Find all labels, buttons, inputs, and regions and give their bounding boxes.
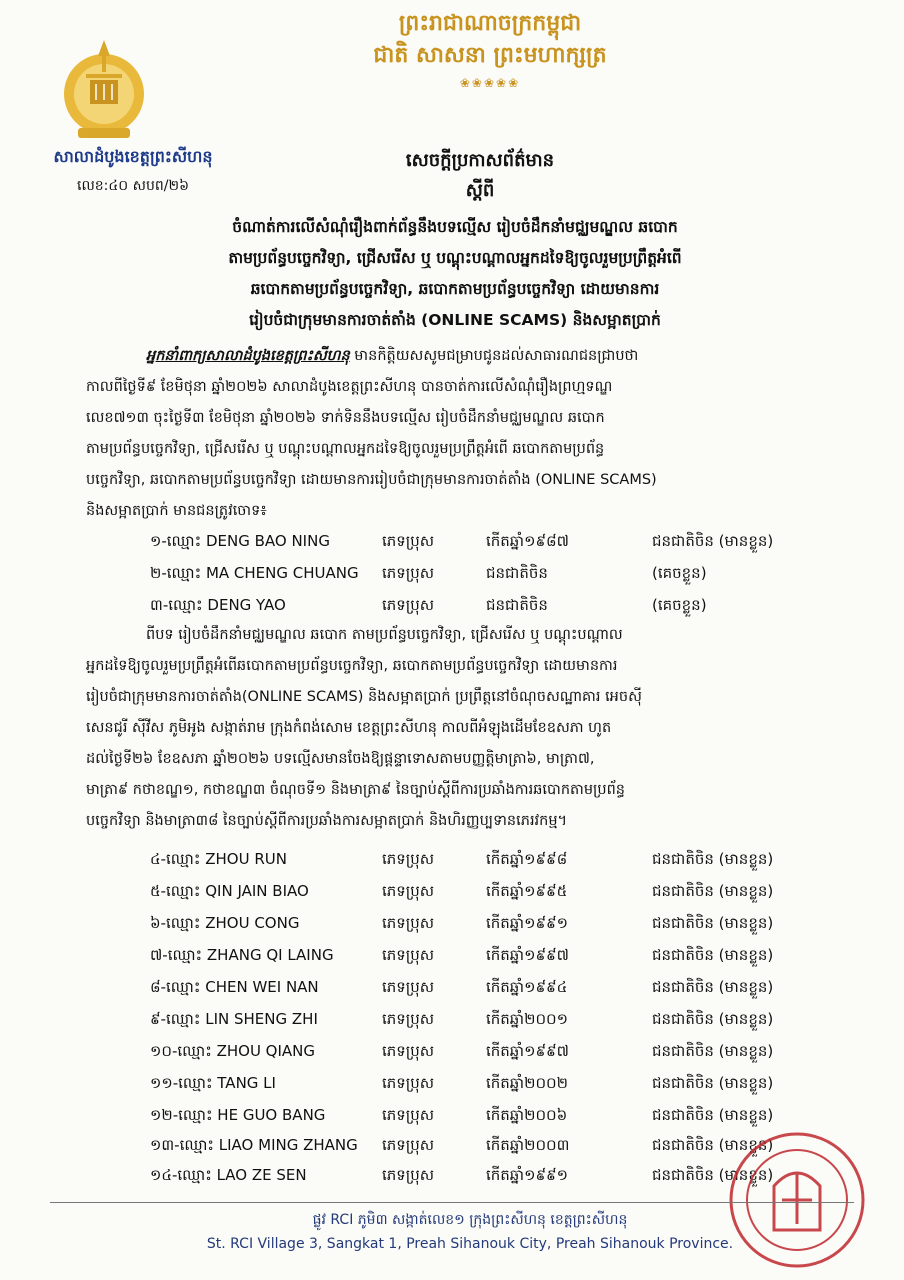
announcement-paragraph-1 xyxy=(86,341,826,527)
accused-name: ២-ឈ្មោះ MA CHENG CHUANG xyxy=(150,564,359,582)
accused-status: (គេចខ្លួន) xyxy=(652,564,707,582)
accused-status: ជនជាតិចិន (មានខ្លួន) xyxy=(652,946,774,964)
subject-heading xyxy=(40,212,870,336)
accused-sex: ភេទប្រុស xyxy=(382,914,435,932)
accused-status: ជនជាតិចិន (មានខ្លួន) xyxy=(652,1074,774,1092)
accused-row xyxy=(150,876,830,908)
accused-sex: ភេទប្រុស xyxy=(382,1166,435,1184)
subject-line: ឆបោកតាមប្រព័ន្ធបច្ចេកវិទ្យា, ឆបោកតាមប្រព័ន្ធបច្ចេកវិទ្យា ដោយមានការ xyxy=(250,280,660,298)
title-line-2: ស្ដីពី xyxy=(465,180,495,201)
accused-row xyxy=(150,1004,830,1036)
accused-sex: ភេទប្រុស xyxy=(382,532,435,550)
kingdom-header xyxy=(250,8,730,94)
accused-born: កើតឆ្នាំ១៩៩៧ xyxy=(486,946,569,964)
accused-born: កើតឆ្នាំ២០០២ xyxy=(486,1074,569,1092)
paragraph-line xyxy=(86,341,826,372)
accused-born: កើតឆ្នាំ១៩៨៧ xyxy=(486,532,569,550)
header-ornament: ❀❀❀❀❀ xyxy=(459,76,521,90)
accused-nationality: ជនជាតិចិន xyxy=(486,596,548,614)
accused-born: កើតឆ្នាំ២០០៣ xyxy=(486,1136,570,1154)
accused-sex: ភេទប្រុស xyxy=(382,978,435,996)
accused-sex: ភេទប្រុស xyxy=(382,946,435,964)
accused-name: ១២-ឈ្មោះ HE GUO BANG xyxy=(150,1106,326,1124)
accused-name: ១៤-ឈ្មោះ LAO ZE SEN xyxy=(150,1166,307,1184)
accused-row xyxy=(150,1068,830,1100)
reference-number: លេខ:៤០ សបព/២៦ xyxy=(77,178,189,194)
accused-sex: ភេទប្រុស xyxy=(382,1106,435,1124)
accused-status: ជនជាតិចិន (មានខ្លួន) xyxy=(652,1010,774,1028)
paragraph-line: បច្ចេកវិទ្យា, ឆបោកតាមប្រព័ន្ធបច្ចេកវិទ្យា ដោយមានការរៀបចំជាក្រុមមានការចាត់តាំង (ONLINE SCAMS) xyxy=(86,472,657,488)
accused-born: កើតឆ្នាំ២០០៦ xyxy=(486,1106,568,1124)
accused-row xyxy=(150,1036,830,1068)
title-line-1: សេចក្ដីប្រកាសព័ត៌មាន xyxy=(405,150,555,171)
accused-row xyxy=(150,844,830,876)
court-name: សាលាដំបូងខេត្តព្រះសីហនុ xyxy=(53,147,213,166)
national-motto: ជាតិ សាសនា ព្រះមហាក្សត្រ xyxy=(373,43,607,68)
accused-born: កើតឆ្នាំ១៩៩៨ xyxy=(486,850,568,868)
accused-name: ១-ឈ្មោះ DENG BAO NING xyxy=(150,532,330,550)
paragraph-line: លេខ៧១៣ ចុះថ្ងៃទី៣ ខែមិថុនា ឆ្នាំ២០២៦ ទាក់ទិននឹងបទល្មើស រៀបចំដឹកនាំមជ្ឈមណ្ឌល ឆបោក xyxy=(86,410,605,426)
subject-line: តាមប្រព័ន្ធបច្ចេកវិទ្យា, ជ្រើសរើស ឬ បណ្ដុះបណ្ដាលអ្នកដទៃឱ្យចូលរួមប្រព្រឹត្តអំពើ xyxy=(228,249,682,267)
accused-status: ជនជាតិចិន (មានខ្លួន) xyxy=(652,1106,774,1124)
accused-status: ជនជាតិចិន (មានខ្លួន) xyxy=(652,1136,774,1154)
paragraph-line: បច្ចេកវិទ្យា និងមាត្រា៣៨ នៃច្បាប់ស្តីពីការប្រឆាំងការសម្អាតប្រាក់ និងហិរញ្ញប្បទានភេរវកម្ម។ xyxy=(86,813,568,829)
accused-name: ៦-ឈ្មោះ ZHOU CONG xyxy=(150,914,300,932)
document-title xyxy=(300,146,660,206)
accused-name: ៩-ឈ្មោះ LIN SHENG ZHI xyxy=(150,1010,318,1028)
accused-born: កើតឆ្នាំ២០០១ xyxy=(486,1010,569,1028)
paragraph-line: ដល់ថ្ងៃទី២៦ ខែឧសភា ឆ្នាំ២០២៦ បទល្មើសមានចែងឱ្យផ្តន្ទាទោសតាមបញ្ញត្តិមាត្រា៦, មាត្រា៧, xyxy=(86,751,595,767)
accused-status: ជនជាតិចិន (មានខ្លួន) xyxy=(652,882,774,900)
paragraph-line: អ្នកដទៃឱ្យចូលរួមប្រព្រឹត្តអំពើឆបោកតាមប្រព័ន្ធបច្ចេកវិទ្យា, ឆបោកតាមប្រព័ន្ធបច្ចេកវិទ្យា ដោយមានការ xyxy=(86,658,618,674)
accused-status: ជនជាតិចិន (មានខ្លួន) xyxy=(652,532,774,550)
footer-divider xyxy=(50,1202,854,1203)
accused-name: ៥-ឈ្មោះ QIN JAIN BIAO xyxy=(150,882,309,900)
accused-row xyxy=(150,972,830,1004)
accused-sex: ភេទប្រុស xyxy=(382,1136,435,1154)
accused-name: ៨-ឈ្មោះ CHEN WEI NAN xyxy=(150,978,319,996)
accused-row xyxy=(150,908,830,940)
spokesperson-label: អ្នកនាំពាក្យសាលាដំបូងខេត្តព្រះសីហនុ xyxy=(146,348,350,364)
accused-sex: ភេទប្រុស xyxy=(382,850,435,868)
kingdom-name: ព្រះរាជាណាចក្រកម្ពុជា xyxy=(398,11,582,36)
accused-sex: ភេទប្រុស xyxy=(382,1010,435,1028)
accused-name: ៧-ឈ្មោះ ZHANG QI LAING xyxy=(150,946,334,964)
paragraph-line: និងសម្អាតប្រាក់ មានជនត្រូវចោទ៖ xyxy=(86,503,267,519)
paragraph-line: មាត្រា៩ កថាខណ្ឌ១, កថាខណ្ឌ៣ ចំណុចទី១ និងមាត្រា៩ នៃច្បាប់ស្តីពីការប្រឆាំងការឆបោកតាមប្រព័ន្ធ xyxy=(86,782,625,798)
subject-line: ចំណាត់ការលើសំណុំរឿងពាក់ព័ន្ធនឹងបទល្មើស រៀបចំដឹកនាំមជ្ឈមណ្ឌល ឆបោក xyxy=(232,218,678,236)
accused-sex: ភេទប្រុស xyxy=(382,1074,435,1092)
accused-name: ៤-ឈ្មោះ ZHOU RUN xyxy=(150,850,287,868)
paragraph-line: ពីបទ រៀបចំដឹកនាំមជ្ឈមណ្ឌល ឆបោក តាមប្រព័ន្ធបច្ចេកវិទ្យា, ជ្រើសរើស ឬ បណ្ដុះបណ្ដាល xyxy=(146,627,623,643)
accused-sex: ភេទប្រុស xyxy=(382,1042,435,1060)
royal-emblem-logo xyxy=(56,34,152,144)
accused-born: កើតឆ្នាំ១៩៩១ xyxy=(486,1166,569,1184)
footer-address-khmer: ផ្លូវ RCI ភូមិ៣ សង្កាត់លេខ១ ក្រុងព្រះសីហនុ ខេត្តព្រះសីហនុ xyxy=(312,1212,628,1228)
accused-status: ជនជាតិចិន (មានខ្លួន) xyxy=(652,914,774,932)
accused-sex: ភេទប្រុស xyxy=(382,564,435,582)
paragraph-text: មានកិត្តិយសសូមជម្រាបជូនដល់សាធារណជនជ្រាបថា xyxy=(349,348,639,364)
accused-born: កើតឆ្នាំ១៩៩៥ xyxy=(486,882,568,900)
accused-nationality: ជនជាតិចិន xyxy=(486,564,548,582)
accused-sex: ភេទប្រុស xyxy=(382,882,435,900)
accused-born: កើតឆ្នាំ១៩៩៤ xyxy=(486,978,568,996)
accused-row xyxy=(150,940,830,972)
accused-status: ជនជាតិចិន (មានខ្លួន) xyxy=(652,850,774,868)
accused-status: (គេចខ្លួន) xyxy=(652,596,707,614)
accused-born: កើតឆ្នាំ១៩៩៧ xyxy=(486,1042,569,1060)
accused-born: កើតឆ្នាំ១៩៩១ xyxy=(486,914,569,932)
accused-status: ជនជាតិចិន (មានខ្លួន) xyxy=(652,1166,774,1184)
accused-row xyxy=(150,590,830,622)
accused-row xyxy=(150,526,830,558)
accused-status: ជនជាតិចិន (មានខ្លួន) xyxy=(652,1042,774,1060)
paragraph-line: សេនជូរី ស៊ីវីស ភូមិអូង សង្កាត់រាម ក្រុងកំពង់សោម ខេត្តព្រះសីហនុ កាលពីអំឡុងដើមខែឧសភា ហូត xyxy=(86,720,612,736)
accused-sex: ភេទប្រុស xyxy=(382,596,435,614)
subject-line: រៀបចំជាក្រុមមានការចាត់តាំង (ONLINE SCAMS) និងសម្អាតប្រាក់ xyxy=(249,311,661,329)
accused-name: ១០-ឈ្មោះ ZHOU QIANG xyxy=(150,1042,316,1060)
paragraph-line: តាមប្រព័ន្ធបច្ចេកវិទ្យា, ជ្រើសរើស ឬ បណ្ដុះបណ្ដាលអ្នកដទៃឱ្យចូលរួមប្រព្រឹត្តអំពើ ឆបោកតាមប្រព័ន្ធ xyxy=(86,441,605,457)
accused-name: ៣-ឈ្មោះ DENG YAO xyxy=(150,596,286,614)
paragraph-line: កាលពីថ្ងៃទី៩ ខែមិថុនា ឆ្នាំ២០២៦ សាលាដំបូងខេត្តព្រះសីហនុ បានចាត់ការលើសំណុំរឿងព្រហ្មទណ្ឌ xyxy=(86,379,613,395)
accused-row xyxy=(150,558,830,590)
announcement-paragraph-2 xyxy=(86,620,826,837)
footer-address-english: St. RCI Village 3, Sangkat 1, Preah Sihanouk City, Preah Sihanouk Province. xyxy=(206,1236,734,1252)
accused-status: ជនជាតិចិន (មានខ្លួន) xyxy=(652,978,774,996)
accused-name: ១១-ឈ្មោះ TANG LI xyxy=(150,1074,276,1092)
paragraph-line: រៀបចំជាក្រុមមានការចាត់តាំង(ONLINE SCAMS) និងសម្អាតប្រាក់ ប្រព្រឹត្តនៅចំណុចសណ្ឋាគារ អេចស៊ី xyxy=(86,689,642,705)
accused-name: ១៣-ឈ្មោះ LIAO MING ZHANG xyxy=(150,1136,358,1154)
